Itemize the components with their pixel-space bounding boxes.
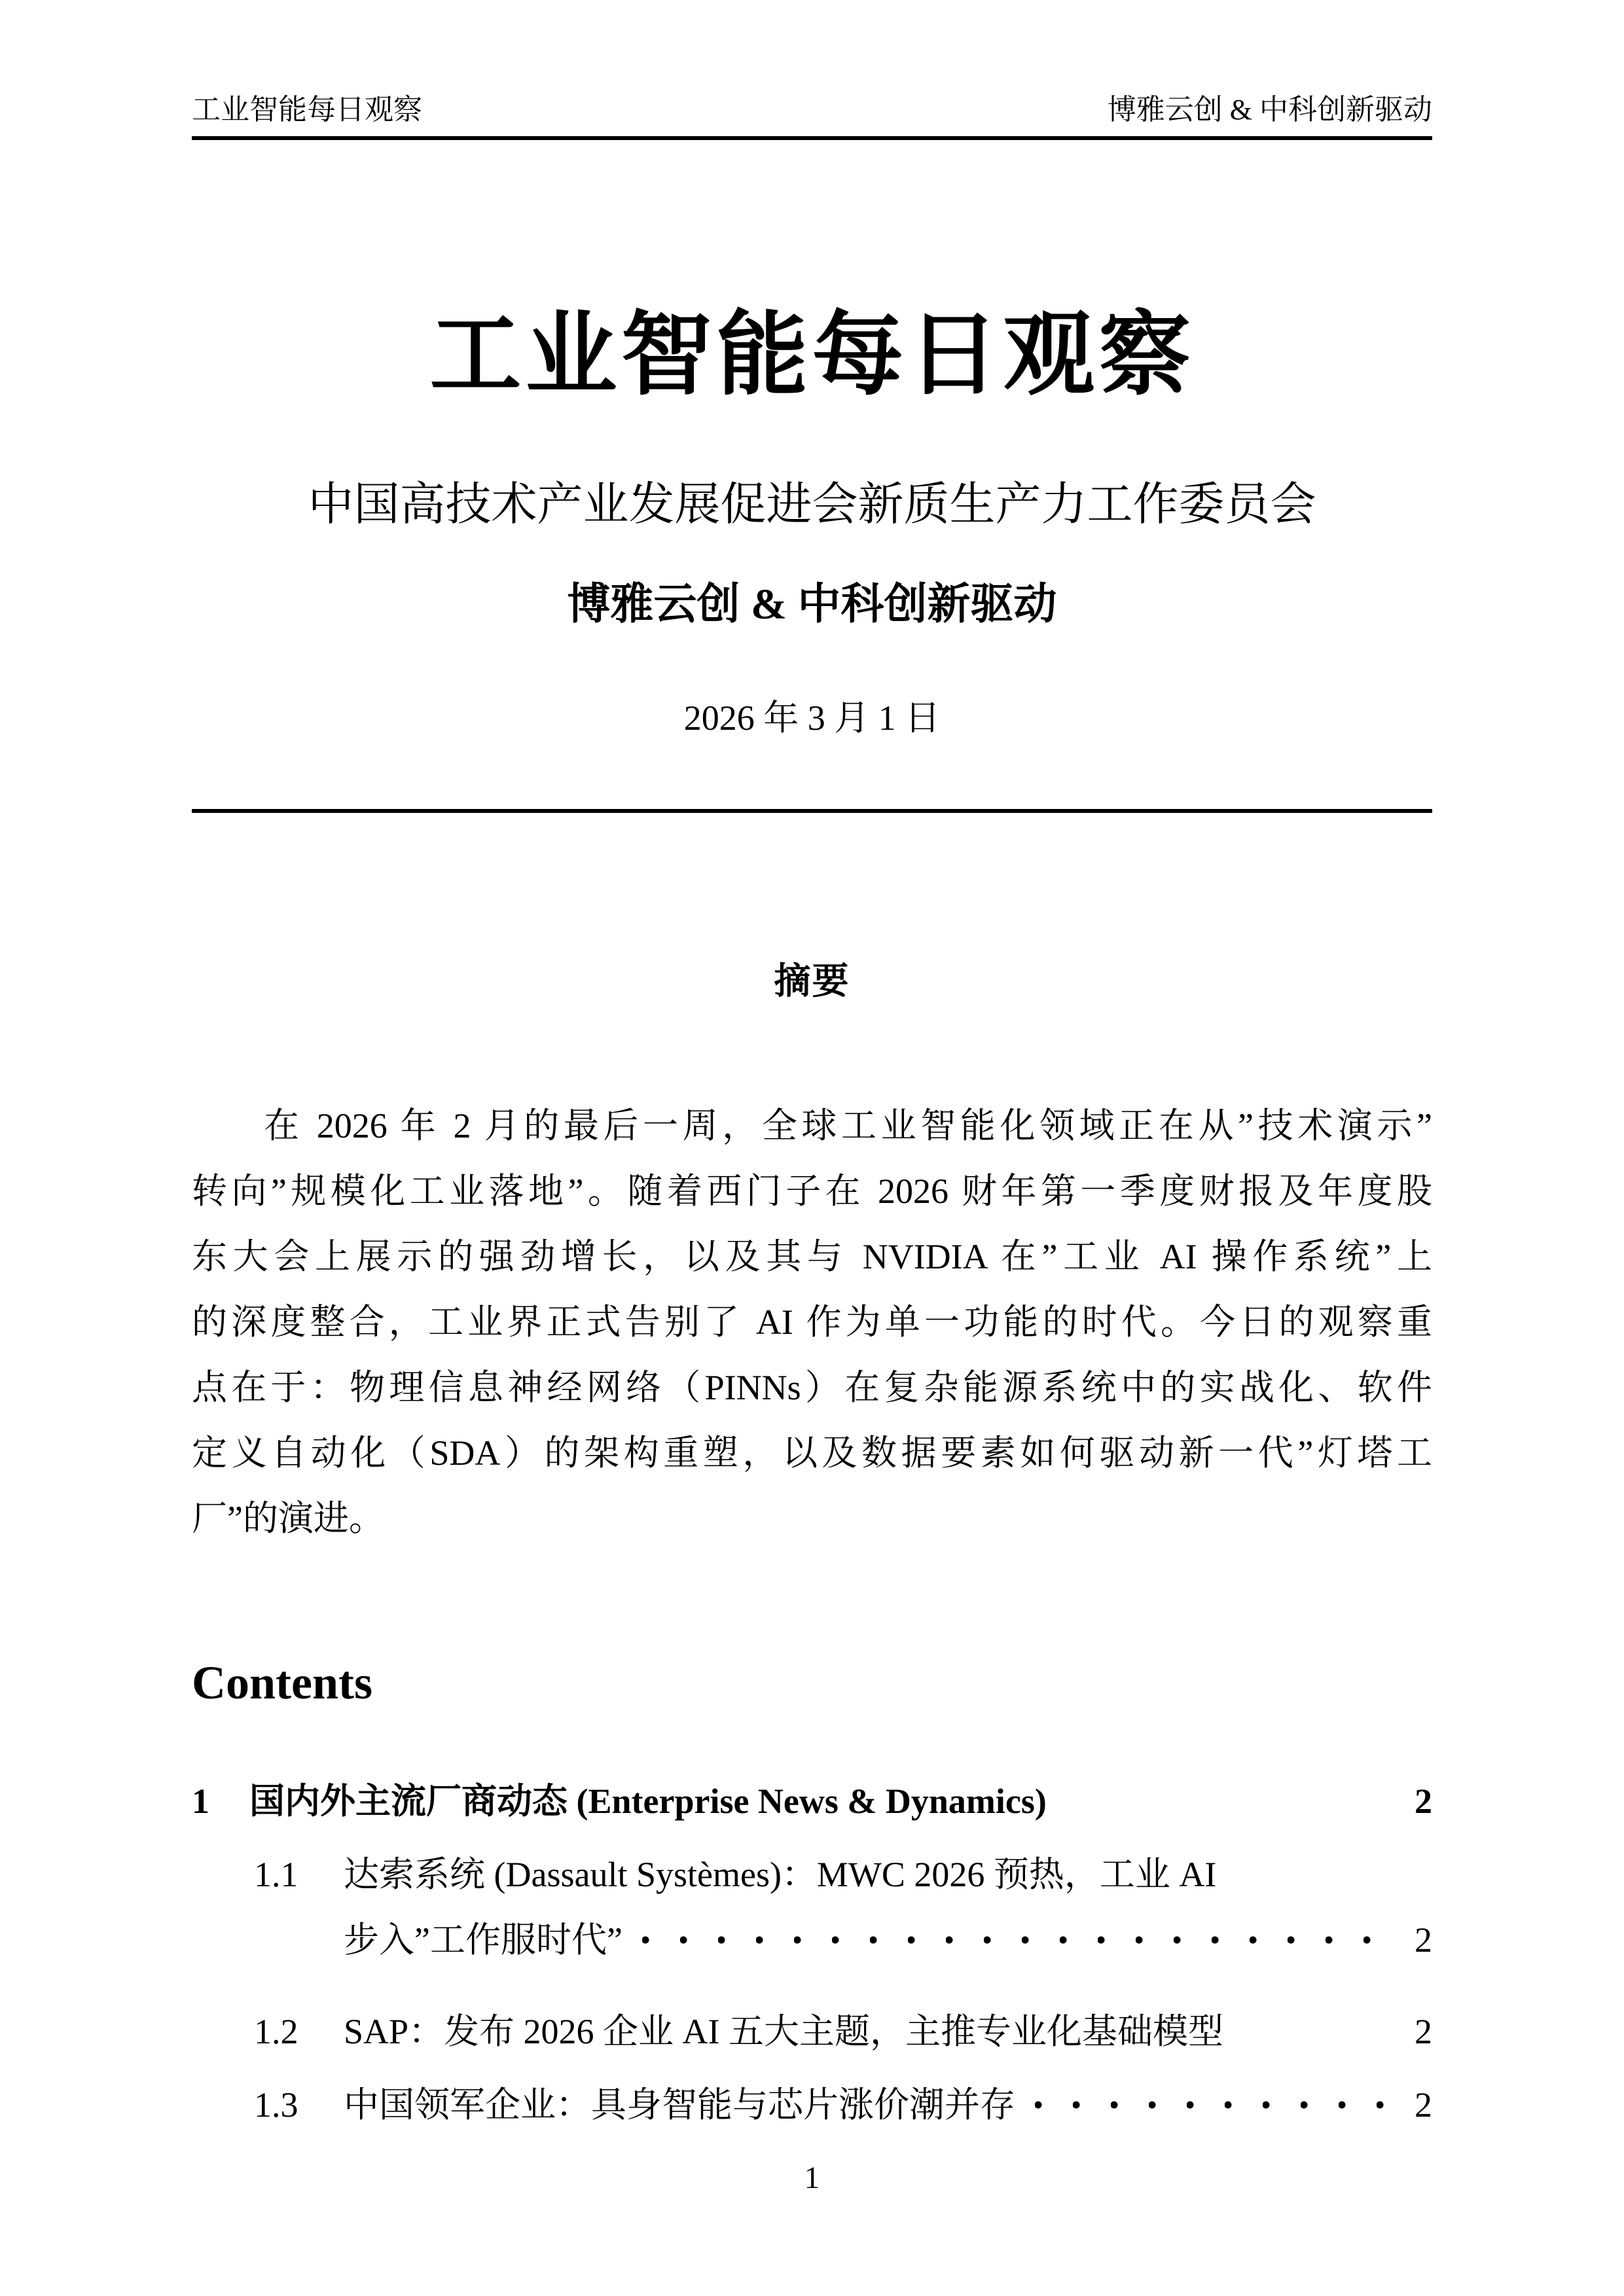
document-title: 工业智能每日观察 [429,305,1195,406]
toc-entry-page: 2 [1415,2085,1432,2125]
abstract-heading: 摘要 [774,961,850,1002]
running-header-right: 博雅云创 & 中科创新驱动 [1107,94,1432,126]
document-authors: 博雅云创 & 中科创新驱动 [567,581,1057,628]
toc-entry-section-1-2[interactable] [254,1999,1432,2064]
toc-entry-title: 国内外主流厂商动态 (Enterprise News & Dynamics) [249,1782,1047,1821]
abstract-line: 转向”规模化工业落地”。随着西门子在 2026 财年第一季度财报及年度股 [192,1172,1432,1211]
running-header-left: 工业智能每日观察 [192,94,422,126]
document-date: 2026 年 3 月 1 日 [683,698,941,738]
dot-leader [1035,2072,1398,2138]
title-separator-rule [192,809,1432,813]
toc-entry-title: 中国领军企业：具身智能与芯片涨价潮并存 [344,2085,1015,2125]
abstract-line: 厂”的演进。 [192,1499,384,1538]
abstract-paragraph [192,1093,1432,1551]
toc-entry-number: 1.3 [254,2085,298,2125]
abstract-line: 在 2026 年 2 月的最后一周，全球工业智能化领域正在从”技术演示” [264,1106,1432,1145]
toc-entry-section-1[interactable] [192,1768,1432,1834]
document-subtitle: 中国高技术产业发展促进会新质生产力工作委员会 [308,480,1316,530]
page-number: 1 [804,2161,820,2195]
abstract-line: 定义自动化（SDA）的架构重塑，以及数据要素如何驱动新一代”灯塔工 [192,1433,1432,1473]
table-of-contents [192,1768,1432,2138]
abstract-line: 点在于：物理信息神经网络（PINNs）在复杂能源系统中的实战化、软件 [192,1368,1432,1407]
toc-entry-page: 2 [1415,2012,1432,2051]
abstract-line: 东大会上展示的强劲增长，以及其与 NVIDIA 在”工业 AI 操作系统”上 [192,1237,1432,1276]
toc-entry-title-line2: 步入”工作服时代” [344,1920,623,1960]
contents-heading: Contents [192,1657,373,1709]
toc-entry-number: 1.1 [254,1855,298,1894]
toc-entry-number: 1.2 [254,2012,298,2051]
toc-entry-number: 1 [192,1782,209,1821]
abstract-line: 的深度整合，工业界正式告别了 AI 作为单一功能的时代。今日的观察重 [192,1302,1432,1342]
running-header [192,92,1432,128]
header-rule [192,136,1432,140]
toc-entry-title-line1: 达索系统 (Dassault Systèmes)：MWC 2026 预热，工业 AI [344,1855,1217,1894]
toc-entry-page: 2 [1415,1782,1432,1821]
toc-entry-section-1-3[interactable] [254,2072,1432,2138]
toc-entry-page: 2 [1415,1920,1432,1960]
dot-leader [642,1907,1398,1973]
toc-entry-section-1-1[interactable] [192,1842,1432,1973]
toc-entry-title: SAP：发布 2026 企业 AI 五大主题，主推专业化基础模型 [344,2012,1224,2051]
